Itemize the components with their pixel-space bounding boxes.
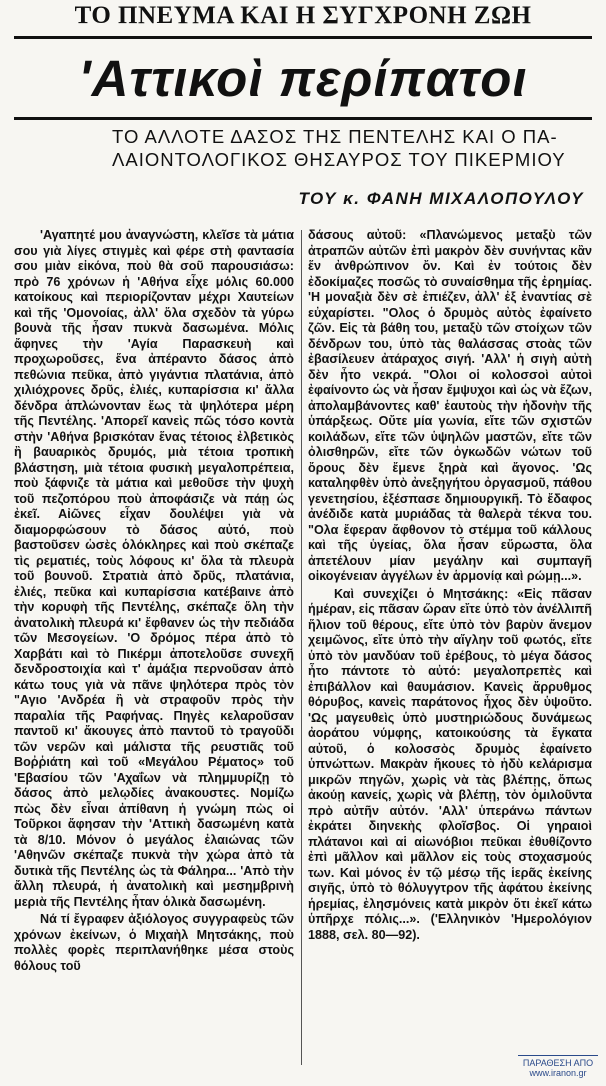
paragraph: Καὶ συνεχίζει ὁ Μητσάκης: «Εἰς πᾶσαν ἡμέραν, εἰς πᾶσαν ὥραν εἴτε ὑπὸ τὸν ἀνέλλιπῆ ἥλιον τοῦ θέρους, εἴτε ὑπὸ τὸν βαρὺν ἄνεμον χειμῶνος, εἴτε ὑπὸ τὴν αἴγλην τοῦ φωτός, εἴτε ὑπὸ τὸν μανδύαν τοῦ ἐρέβους, τὸ μέγα δάσος ἦτο πάντοτε τὸ αὐτό: μεγαλοπρεπὲς καὶ ἐπιβάλλον καὶ θαυμάσιον. Κανεὶς ἄρρυθμος θόρυβος, κανεὶς παράτονος ἦχος δὲν ὑψοῦτο. 'Ως μαγευθεὶς ὑπὸ μυστηριώδους δυνάμεως ἀοράτου νύμφης, κατοικούσης τὰ ἔγκατα αὐτοῦ, ὁ κολοσσὸς δρυμὸς ἐφαίνετο ὑπνώττων. Μακρὰν ἤκουες τὸ ἡδὺ κελάρισμα μικρῶν πηγῶν, χωρὶς νὰ τὰς βλέπῃς, ὅπως ἀκούῃ κανείς, χωρὶς νὰ βλέπῃ, τὸν ὁμιλοῦντα πρὸ αὐτῆν αὐτόν. 'Αλλ' ὑπεράνω πάντων ἐκράτει διηνεκὴς φλοῖσβος. Οἱ γηραιοὶ πλάτανοι καὶ αἱ αἰωνόβιοι πεῦκαι ἐθυθίζοντο ἐπὶ μᾶλλον καὶ μᾶλλον εἰς τοὺς στοχασμούς των. Καὶ μόνος ἐν τῷ μέσῳ τῆς ἱερᾶς ἐκείνης σιγῆς, ὑπὸ τὸ θόλυγγτρον τῆς ἀφάτου ἐκείνης ἡρεμίας, ἐλησμόνεις κατὰ μικρὸν ὅτι ἐκεῖ κάτω ὑπῆρχε πόλις...». ('Ελληνικὸν 'Ημερολόγιον 1888, σελ. 80—92).	[308, 586, 592, 942]
subhead-line-2: ΛΑΙΟΝΤΟΛΟΓΙΚΟΣ ΘΗΣΑΥΡΟΣ ΤΟΥ ΠΙΚΕΡΜΙΟΥ	[112, 149, 566, 170]
column-divider	[301, 230, 302, 1065]
stamp-line-1: ΠΑΡΑΘΕΣΗ ΑΠΟ	[522, 1058, 594, 1068]
article-column-right	[308, 228, 592, 943]
top-rule	[14, 36, 592, 39]
section-kicker: ΤΟ ΠΝΕΥΜΑ ΚΑΙ Η ΣΥΓΧΡΟΝΗ ΖΩΗ	[74, 2, 532, 29]
paragraph: δάσους αὐτοῦ: «Πλανώμενος μεταξὺ τῶν ἀτραπῶν αὐτῶν ἐπὶ μακρὸν δὲν συνήντας κἂν ἕν ἀνθρώπινον ὄν. Καὶ ἐν τούτοις δὲν ἐδοκίμαζες ποσῶς τὸ συναίσθημα τῆς ἐρημίας. 'Η μοναξιὰ δὲν σὲ ἐπιέζεν, ἀλλ' ἐξ ἐναντίας σὲ εὐχαρίστει. "Ολος ὁ δρυμὸς αὐτὸς ἐφαίνετο ζῶν. Εἰς τὰ βάθη του, μεταξὺ τῶν στοίχων τῶν δένδρων του, ὑπὸ τὰς θαλάσσας στοὰς τῶν ἐβασίλευεν ἀτάραχος σιγή. 'Αλλ' ἡ σιγὴ αὐτὴ δὲν ἦτο νεκρά. "Ολοι οἱ κολοσσοὶ αὐτοὶ ἐφαίνοντο ὡς νὰ ἦσαν ἔμψυχοι καὶ ὡς νὰ ἔζων, ἀπολαμβάνοντες καθ' ἑαυτοὺς τὴν ἡδονὴν τῆς ὑπάρξεως. Οὔτε μία γωνία, εἴτε τῶν σχιστῶν κοιλάδων, εἴτε τῶν ὑψηλῶν μαστῶν, εἴτε τῶν ὀλισθηρῶν, εἴτε τῶν ὀγκωδῶν νώτων τοῦ ὄρους δὲν ἔμενε ξηρὰ καὶ ἄγονος. 'Ως καταληφθὲν ὑπὸ ἀνεξηγήτου ὀργασμοῦ, πάθου γενετησίου, ἐξέσπασε δημιουργικῆ. Τὸ ἔδαφος ἀνέδιδε κατὰ μυριάδας τὰ θαλερὰ τέκνα του. "Ολα ἔφεραν ἄφθονον τὸ στέμμα τοῦ κάλλους καὶ τῆς ὑγείας, ὅλα ἦσαν εὔρωστα, ὅλα ἀπετέλουν μίαν μεγάλην καὶ συμπαγῆ οἰκογένειαν ἀγγέλων ἐν ἁρμονίᾳ καὶ ρώμῃ...».	[308, 228, 592, 583]
stamp-line-2: www.iranon.gr	[529, 1068, 587, 1078]
subhead-line-1: ΤΟ ΑΛΛΟΤΕ ΔΑΣΟΣ ΤΗΣ ΠΕΝΤΕΛΗΣ ΚΑΙ Ο ΠΑ-	[112, 126, 558, 147]
paragraph: Νά τί ἔγραφεν ἀξιόλογος συγγραφεὺς τῶν χρόνων ἐκείνων, ὁ Μιχαὴλ Μητσάκης, ποὺ πολλὲς φορὲς περιπλανήθηκε μέσα στοὺς θόλους τοῦ	[14, 912, 294, 973]
article-headline: 'Αττικοὶ περίπατοι	[78, 50, 528, 107]
headline-rule	[14, 117, 592, 120]
article-column-left	[14, 228, 294, 974]
article-subhead	[112, 125, 566, 171]
paragraph: 'Αγαπητέ μου ἀναγνώστη, κλεῖσε τὰ μάτια σου γιὰ λίγες στιγμὲς καὶ φέρε στὴ φαντασία σου μιὰν εἰκόνα, ποὺ θὰ σοῦ παρουσιάσω: πρὸ 76 χρόνων ἡ 'Αθήνα εἶχε μόλις 60.000 κατοίκους καὶ περιορίζονταν μέχρι Χαυτείων καὶ τῆς 'Ομονοίας, ἀλλ' ὅλα σχεδὸν τὰ γύρω βουνὰ τῆς ἦσαν πυκνὰ δασωμένα. Μόλις ἄφηνες τὴν 'Αγία Παρασκευὴ καὶ προχωροῦσες, ἕνα ἀπέραντο δάσος ἀπὸ πεθώνια πεῦκα, ἀπὸ γιγάντια πλατάνια, ἀπὸ χιλιόχρονες δρῦς, ἐλιές, κυπαρίσσια κι' ἄλλα δένδρα ἁπλώνονταν ἕως τὰ ψηλότερα μέρη τῆς Πεντέλης. 'Απορεῖ κανεὶς πῶς τόσο κοντὰ στὴν 'Αθήνα βρισκόταν ἕνας τέτοιος ἐλβετικὸς ἢ βαυαρικὸς δρυμός, μιὰ τέτοια τροπικὴ βλάστηση, μιὰ τέτοια φυσικὴ μεγαλοπρέπεια, ποὺ ξάφνιζε τὰ μάτια καὶ μεθοῦσε τὴν ψυχὴ τοῦ πεζοπόρου ποὺ ἀποφάσιζε νὰ πάῃ ὡς ἐκεῖ. Αἰῶνες εἶχαν δουλέψει γιὰ νὰ διαμορφώσουν τὸ δάσος αὐτό, ποὺ βαστοῦσεν ὡσὲς ὁλόκληρες καὶ ποὺ σκέπαζε τὶς ρεματιές, τοὺς λόφους κι' ὅλα τὰ πλευρὰ τοῦ βουνοῦ. Στρατιὰ ἀπὸ δρῦς, πλατάνια, ἐλιές, πεῦκα καὶ κυπαρίσσια κατέβαινε ἀπὸ τὴν κορυφὴ τῆς Πεντέλης, σκέπαζε ὅλη τὴν ἀνατολικὴ πλευρά κι' ἔφθανεν ὡς τὴν πεδιάδα τῶν Μεσογείων. 'Ο δρόμος πέρα ἀπὸ τὸ Χαρβάτι καὶ τὸ Πικέρμι ἀποτελοῦσε συνεχῆ δενδροστοιχία καὶ τ' ἁμάξια περνοῦσαν ἀπὸ κάτω τους γιὰ νὰ πᾶνε ψηλότερα πρὸς τὸν "Αγιο 'Ανδρέα ἢ νὰ στραφοῦν πρὸς τὴν παραλία τῆς Ραφήνας. Πηγὲς κελαροῦσαν παντοῦ κι' ἄκουγες ἀπὸ παντοῦ τὸ τραγοῦδι τῶν νερῶν καὶ μάλιστα τῆς ρευστιᾶς τοῦ Βοῤῥιάτη καὶ τοῦ «Μεγάλου Ρέματος» τοῦ 'Εβασίου τῶν 'Αχαΐων νὰ πλημμυρίζῃ τὸ δάσος ἀπὸ μελῳδίες ἀνακουστες. Νομίζω πὼς δὲν εἶναι ἀπίθανη ἡ γνώμη πὼς οἱ Τοῦρκοι ἄφησαν τὴν 'Αττικὴ δασωμένη κατὰ τὰ 8/10. Μόνον ὁ μεγάλος ἐλαιώνας τῶν 'Αθηνῶν σκέπαζε πυκνὰ τὴν χώρα ἀπὸ τὰ δυτικὰ τῆς Πεντέλης ὡς τὰ Φάληρα... 'Απὸ τὴν ἄλλη πλευρά, ἡ ἀνατολικὴ καὶ μεσημβρινὴ μεριὰ τῆς Πεντέλης ἦταν ὁλικὰ δασωμένη.	[14, 228, 294, 909]
article-byline: ΤΟΥ κ. ΦΑΝΗ ΜΙΧΑΛΟΠΟΥΛΟΥ	[298, 189, 584, 208]
source-stamp	[518, 1055, 598, 1078]
